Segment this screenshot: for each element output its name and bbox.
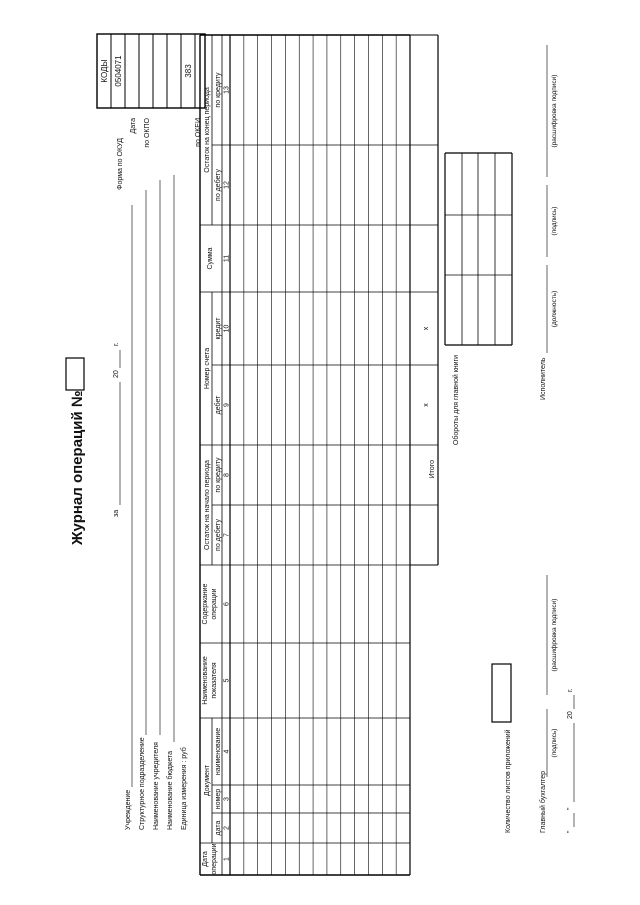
document-title: Журнал операций № — [69, 390, 86, 545]
okei-label: по ОКЕИ — [195, 118, 202, 147]
header-start-credit: по кредиту — [215, 457, 222, 493]
column-number-8: 8 — [223, 473, 231, 477]
header-acc-debit: дебет — [215, 395, 222, 415]
column-number-9: 9 — [223, 403, 231, 407]
header-document: Документ — [204, 764, 211, 797]
header-doc-name: наименование — [215, 727, 222, 776]
unit-label: Единица измерения : руб — [181, 747, 188, 830]
attachments-box[interactable] — [492, 664, 511, 722]
header-start-debit: по дебету — [215, 519, 222, 551]
chief-decode-caption: (расшифровка подписи) — [551, 598, 558, 672]
column-number-11: 11 — [223, 254, 231, 263]
header-start-balance: Остаток на начало периода — [204, 460, 211, 550]
header-end-credit: по кредиту — [215, 72, 222, 108]
ledger-turnover-label: Обороты для главной книги — [453, 355, 460, 446]
header-doc-number: номер — [215, 788, 222, 810]
okud-value: 0504071 — [114, 55, 123, 87]
total-label: Итого — [429, 460, 436, 479]
chief-accountant-label: Главный бухгалтер — [540, 771, 547, 833]
okei-value: 383 — [184, 64, 193, 78]
column-number-5: 5 — [223, 678, 231, 683]
column-number-1: 1 — [223, 857, 231, 861]
date-quote-close: " — [567, 807, 574, 810]
column-number-4: 4 — [223, 749, 231, 754]
header-end-balance: Остаток на конец периода — [204, 87, 211, 173]
budget-label: Наименование бюджета — [167, 750, 174, 830]
header-doc-date: дата — [215, 820, 222, 836]
column-number-6: 6 — [223, 602, 231, 606]
founder-label: Наименование учредителя — [153, 742, 160, 830]
date-quote-open: " — [567, 830, 574, 833]
chief-signature-caption: (подпись) — [551, 728, 558, 758]
operations-table-headers — [202, 72, 430, 875]
period-prefix: за — [113, 509, 120, 517]
executor-decode-caption: (расшифровка подписи) — [551, 74, 558, 148]
structural-unit-label: Структурное подразделение — [139, 737, 146, 830]
header-indicator-2: показателя — [211, 662, 218, 699]
column-number-3: 3 — [223, 797, 231, 801]
header-date-op-2: операции — [211, 843, 218, 875]
attachments-label: Количество листов приложений — [505, 729, 512, 833]
okud-label: Форма по ОКУД — [117, 138, 124, 190]
column-number-12: 12 — [223, 181, 231, 189]
column-number-10: 10 — [223, 324, 231, 333]
header-end-debit: по дебету — [215, 169, 222, 201]
date-year-prefix: 20 — [567, 711, 574, 719]
executor-label: Исполнитель — [540, 357, 547, 400]
column-number-7: 7 — [223, 533, 231, 537]
header-sum: Сумма — [207, 247, 214, 270]
total-x-credit: x — [423, 326, 430, 331]
header-content-2: операции — [211, 588, 218, 620]
ledger-turnover-grid — [445, 153, 512, 345]
total-x-debit: x — [423, 403, 430, 407]
column-number-13: 13 — [223, 86, 231, 94]
date-label: Дата — [130, 118, 137, 134]
year-suffix: г. — [113, 342, 120, 346]
executor-signature-caption: (подпись) — [551, 206, 558, 236]
executor-position-caption: (должность) — [551, 290, 558, 328]
journal-number-box[interactable] — [66, 358, 84, 390]
header-date-op-1: Дата — [202, 851, 209, 867]
header-indicator-1: Наименование — [202, 656, 209, 705]
header-content-1: Содержание — [202, 583, 209, 625]
rotated-form — [66, 34, 574, 875]
column-number-2: 2 — [223, 826, 231, 830]
header-acc-credit: кредит — [215, 317, 222, 340]
codes-heading: КОДЫ — [100, 59, 109, 83]
header-account: Номер счета — [204, 347, 211, 390]
year-prefix: 20 — [113, 370, 120, 378]
institution-label: Учреждение — [125, 789, 132, 830]
date-year-suffix: г. — [567, 688, 574, 692]
operations-table — [200, 35, 438, 875]
okpo-label: по ОКПО — [144, 118, 151, 148]
